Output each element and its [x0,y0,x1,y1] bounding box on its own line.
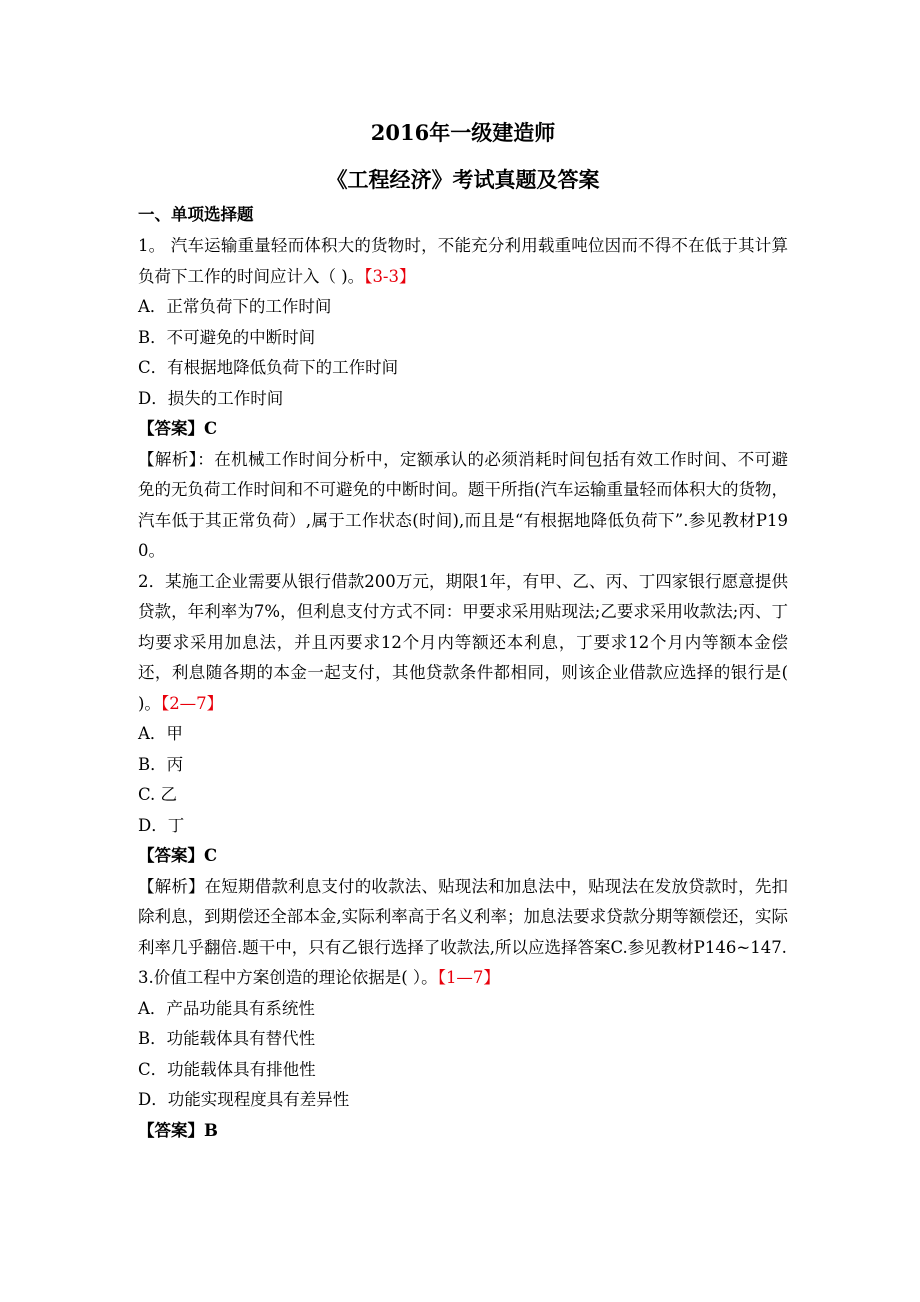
question-2 [138,567,788,964]
analysis: 【解析】：在机械工作时间分析中，定额承认的必须消耗时间包括有效工作时间、不可避免的无负荷工作时间和不可避免的中断时间。题干所指(汽车运输重量轻而体积大的货物，汽车低于其正常负荷）,属于工作状态(时间),而且是“有根据地降低负荷下”.参见教材P190。 [138,449,788,560]
answer: 【答案】B [138,1120,218,1140]
chapter-tag: 【2—7】 [160,693,224,713]
option-b: B．功能载体具有替代性 [138,1029,316,1048]
option-a: A．甲 [138,724,183,743]
option-c: C．功能载体具有排他性 [138,1059,316,1079]
chapter-tag: 【3-3】 [364,266,416,286]
option-a: A．产品功能具有系统性 [138,998,315,1018]
option-d: D．功能实现程度具有差异性 [138,1090,350,1109]
option-c: C．有根据地降低负荷下的工作时间 [138,358,399,377]
question-3 [138,963,788,1146]
question-stem: 2．某施工企业需要从银行借款200万元，期限1年，有甲、乙、丙、丁四家银行愿意提供贷款，年利率为7%，但利息支付方式不同：甲要求采用贴现法;乙要求采用收款法;丙、丁均要求采用加息法，并且丙要求12个月内等额还本利息，丁要求12个月内等额本金偿还，利息随各期的本金一起支付，其他贷款条件都相同，则该企业借款应选择的银行是( )。【2—7】 [138,571,788,713]
answer: 【答案】C [138,846,218,865]
document-page [138,118,788,1146]
section-title: 一、单项选择题 [138,205,254,224]
question-stem: 3.价值工程中方案创造的理论依据是( ）。【1—7】 [138,968,500,987]
chapter-tag: 【1—7】 [437,968,500,987]
analysis: 【解析】在短期借款利息支付的收款法、贴现法和加息法中，贴现法在发放贷款时，先扣除利息，到期偿还全部本金,实际利率高于名义利率；加息法要求贷款分期等额偿还，实际利率几乎翻倍.题干中，只有乙银行选择了收款法,所以应选择答案C.参见教材P146~147. [138,876,788,957]
option-d: D．损失的工作时间 [138,388,284,408]
page-title: 2016年一级建造师 [370,120,556,145]
question-1 [138,231,788,567]
option-b: B．不可避免的中断时间 [138,327,316,347]
question-stem: 1。 汽车运输重量轻而体积大的货物时，不能充分利用载重吨位因而不得不在低于其计算负荷下工作的时间应计入（ )。【3-3】 [138,236,788,286]
page-subtitle: 《工程经济》考试真题及答案 [326,167,600,192]
answer: 【答案】C [138,419,218,438]
option-d: D．丁 [138,815,185,835]
option-b: B．丙 [138,754,184,774]
option-c: C. 乙 [138,785,178,804]
option-a: A．正常负荷下的工作时间 [138,297,332,316]
